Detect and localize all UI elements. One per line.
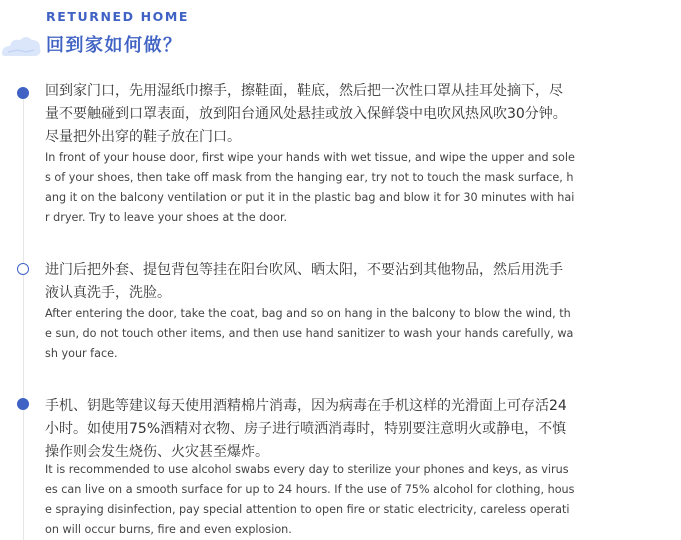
section-title: 回到家如何做？ bbox=[46, 35, 183, 56]
section-header bbox=[0, 0, 681, 64]
entry-text-en: In front of your house door, first wipe your hands with wet tissue, and wipe the upper and soles of your shoes, then take off mask from the hanging ear, try not to touch the mask surface, hang it on the balcony ventilation or put it in the plastic bag and blow it for 30 minutes with hair dryer. Try to leave your shoes at the door. bbox=[45, 151, 575, 224]
timeline-dot-hollow-icon bbox=[17, 263, 29, 275]
entry-text-zh: 回到家门口，先用湿纸巾擦手，擦鞋面，鞋底，然后把一次性口罩从挂耳处摘下，尽量不要触碰到口罩表面，放到阳台通风处悬挂或放入保鲜袋中电吹风热风吹30分钟。尽量把外出穿的鞋子放在门口。 bbox=[45, 83, 567, 145]
entry-text-en: It is recommended to use alcohol swabs every day to sterilize your phones and keys, as viruses can live on a smooth surface for up to 24 hours. If the use of 75% alcohol for clothing, house spraying disinfection, pay special attention to open fire or static electricity, careless operation will occur burns, fire and even explosion. bbox=[45, 463, 575, 536]
entry-text-en: After entering the door, take the coat, bag and so on hang in the balcony to blow the wind, the sun, do not touch other items, and then use hand sanitizer to wash your hands carefully, wash your face. bbox=[45, 307, 574, 360]
cloud-decoration-icon bbox=[0, 28, 42, 60]
timeline-dot-filled-icon bbox=[17, 87, 29, 99]
timeline-dot-filled-icon bbox=[17, 398, 29, 410]
timeline-line bbox=[23, 90, 24, 540]
entry-text-zh: 手机、钥匙等建议每天使用酒精棉片消毒，因为病毒在手机这样的光滑面上可存活24小时。如使用75%酒精对衣物、房子进行喷洒消毒时，特别要注意明火或静电，不慎操作则会发生烧伤、火灾甚至爆炸。 bbox=[45, 398, 567, 460]
entry-text-zh: 进门后把外套、提包背包等挂在阳台吹风、晒太阳，不要沾到其他物品，然后用洗手液认真洗手，洗脸。 bbox=[45, 262, 563, 301]
section-subtitle: RETURNED HOME bbox=[46, 9, 190, 24]
